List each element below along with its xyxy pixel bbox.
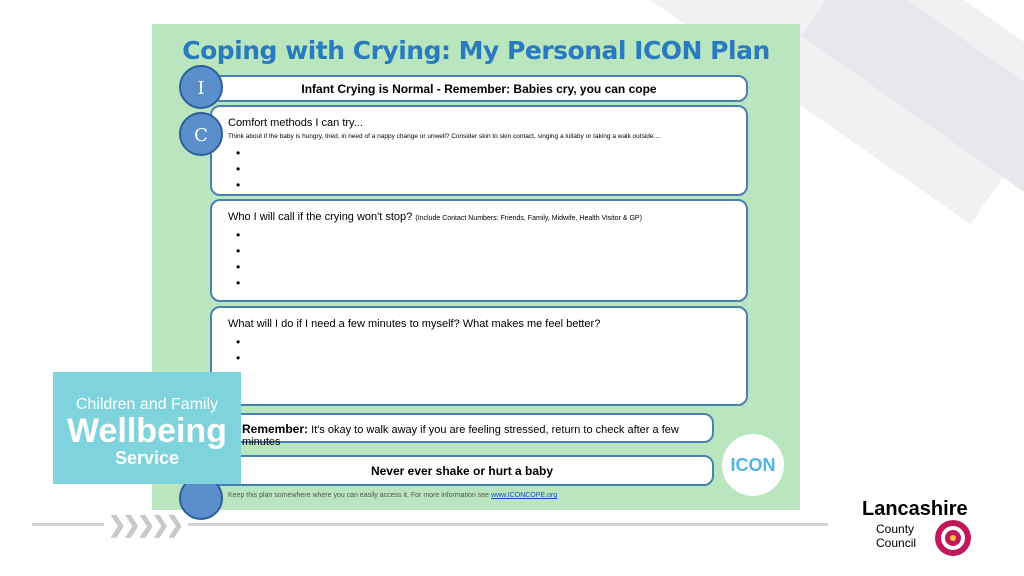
comfort-methods-box <box>210 105 748 196</box>
infant-crying-box <box>210 75 748 102</box>
remember-box <box>210 413 714 448</box>
chevron-arrows-icon: ❯❯❯❯❯ <box>108 512 181 537</box>
footnote-text: Keep this plan somewhere where you can easily access it. For more information see <box>228 492 490 499</box>
who-to-call-box <box>210 199 748 302</box>
never-shake-box <box>210 455 714 486</box>
children-family-wellbeing-logo <box>53 372 241 484</box>
comfort-heading: Comfort methods I can try... <box>228 117 363 129</box>
bottom-divider-left <box>32 523 104 526</box>
cfw-line1: Children and Family <box>75 396 219 413</box>
list-item[interactable]: • <box>236 351 241 365</box>
icon-plan-slide <box>152 24 800 510</box>
remember-row <box>242 422 712 448</box>
list-item[interactable]: • <box>236 260 241 274</box>
list-item[interactable]: • <box>236 228 241 242</box>
never-shake-text: Never ever shake or hurt a baby <box>370 464 554 478</box>
list-item[interactable]: • <box>236 162 241 176</box>
self-heading: What will I do if I need a few minutes to myself? What makes me feel better? <box>228 318 601 330</box>
circle-c-marker: C <box>179 112 223 156</box>
icon-logo: ICON <box>722 434 784 496</box>
remember-text: It's okay to walk away if you are feeling stressed, return to check after a few minutes <box>242 424 679 448</box>
comfort-bullets <box>236 145 240 193</box>
lancashire-county-council-logo <box>860 500 990 560</box>
iconcope-link[interactable]: www.ICONCOPE.org <box>491 492 558 499</box>
cfw-line2: Wellbeing <box>67 412 227 450</box>
bottom-divider-right <box>188 523 828 526</box>
page-title: Coping with Crying: My Personal ICON Plan <box>182 36 770 65</box>
lcc-line3: Council <box>876 536 917 550</box>
call-heading: Who I will call if the crying won't stop? <box>228 211 413 223</box>
remember-label: Remember: <box>242 422 309 436</box>
comfort-subtext: Think about if the baby is hungry, tired, in need of a nappy change or unwell? Consider skin to skin contact, singing a lullaby or taking a walk outside.... <box>228 133 661 140</box>
list-item[interactable]: • <box>236 276 241 290</box>
self-care-box <box>210 306 748 406</box>
call-note: (Include Contact Numbers: Friends, Family, Midwife, Health Visitor & GP) <box>415 215 642 222</box>
call-heading-row <box>228 211 642 223</box>
infant-crying-text: Infant Crying is Normal - Remember: Babies cry, you can cope <box>301 82 657 96</box>
lcc-line1: Lancashire <box>862 498 968 520</box>
footnote <box>228 492 557 499</box>
cfw-line3: Service <box>114 448 180 468</box>
list-item[interactable]: • <box>236 146 241 160</box>
list-item[interactable]: • <box>236 335 241 349</box>
circle-i-marker: I <box>179 65 223 109</box>
lcc-line2: County <box>876 522 915 536</box>
call-bullets <box>236 227 240 291</box>
list-item[interactable]: • <box>236 244 241 258</box>
list-item[interactable]: • <box>236 178 241 192</box>
red-rose-icon <box>932 518 974 558</box>
